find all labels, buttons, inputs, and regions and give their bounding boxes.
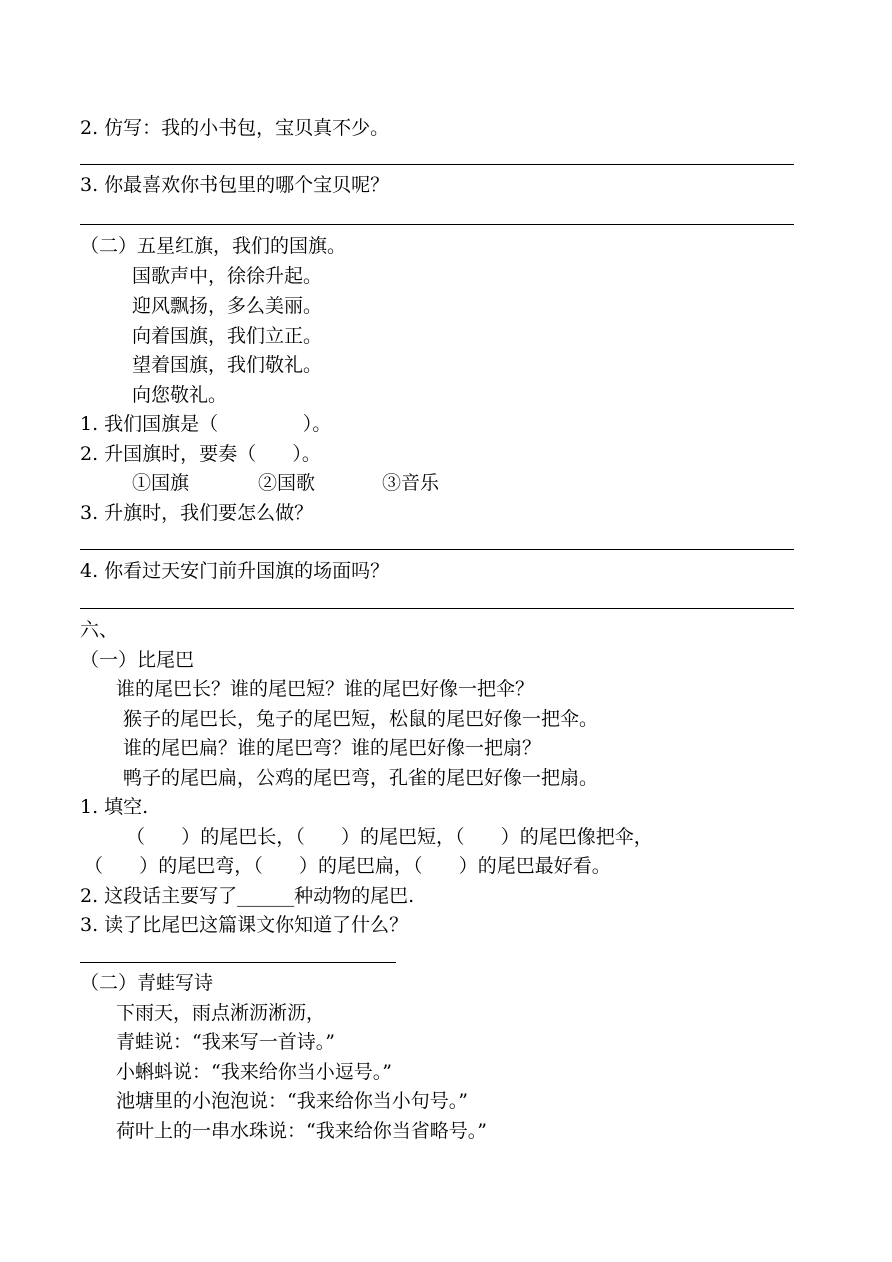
passage-title-national-flag: （二）五星红旗，我们的国旗。 [80, 235, 347, 257]
text-line: 鸭子的尾巴扁，公鸡的尾巴弯，孔雀的尾巴好像一把扇。 [123, 767, 599, 789]
answer-line[interactable] [80, 549, 794, 550]
poem-line: 向您敬礼。 [132, 384, 228, 406]
answer-line[interactable] [80, 224, 794, 225]
poem-line: 望着国旗，我们敬礼。 [132, 354, 323, 376]
text-line: 谁的尾巴扁？谁的尾巴弯？谁的尾巴好像一把扇？ [123, 737, 542, 759]
question-3-flag-raising: 3. 升旗时，我们要怎么做？ [80, 502, 314, 524]
poem-line: 向着国旗，我们立正。 [132, 325, 323, 347]
answer-line[interactable] [80, 962, 396, 963]
fill-blank-row: （ ）的尾巴弯，（ ）的尾巴扁，（ ）的尾巴最好看。 [84, 855, 611, 877]
question-3-favorite-item: 3. 你最喜欢你书包里的哪个宝贝呢？ [80, 174, 390, 196]
option-a[interactable]: ①国旗 [132, 472, 190, 494]
text-line: 青蛙说：“我来写一首诗。” [116, 1031, 335, 1053]
text-line: 谁的尾巴长？谁的尾巴短？谁的尾巴好像一把伞？ [116, 678, 535, 700]
question-3-what-learned: 3. 读了比尾巴这篇课文你知道了什么？ [80, 914, 409, 936]
question-1-flag-name: 1. 我们国旗是（ ）。 [80, 413, 332, 435]
text-line: 荷叶上的一串水珠说：“我来给你当省略号。” [116, 1120, 487, 1142]
question-2-anthem: 2. 升国旗时，要奏（ ）。 [80, 443, 321, 465]
question-4-tiananmen: 4. 你看过天安门前升国旗的场面吗？ [80, 560, 390, 582]
option-c[interactable]: ③音乐 [382, 472, 440, 494]
text-line: 下雨天，雨点淅沥淅沥， [116, 1002, 326, 1024]
question-2-animal-count: 2. 这段话主要写了______种动物的尾巴. [80, 885, 415, 907]
poem-line: 迎风飘扬，多么美丽。 [132, 295, 323, 317]
passage-title-frog-poem: （二）青蛙写诗 [80, 972, 214, 994]
passage-title-tails: （一）比尾巴 [80, 649, 195, 671]
answer-line[interactable] [80, 608, 794, 609]
section-heading-six: 六、 [80, 619, 119, 641]
answer-line[interactable] [80, 164, 794, 165]
text-line: 池塘里的小泡泡说：“我来给你当小句号。” [116, 1090, 468, 1112]
text-line: 猴子的尾巴长，兔子的尾巴短，松鼠的尾巴好像一把伞。 [123, 708, 599, 730]
question-2-imitation: 2. 仿写：我的小书包，宝贝真不少。 [80, 117, 390, 139]
question-1-fill-blank: 1. 填空. [80, 796, 149, 818]
option-b[interactable]: ②国歌 [258, 472, 316, 494]
fill-blank-row: （ ）的尾巴长，（ ）的尾巴短，（ ）的尾巴像把伞， [126, 826, 653, 848]
text-line: 小蝌蚪说：“我来给你当小逗号。” [116, 1061, 392, 1083]
poem-line: 国歌声中，徐徐升起。 [132, 265, 323, 287]
